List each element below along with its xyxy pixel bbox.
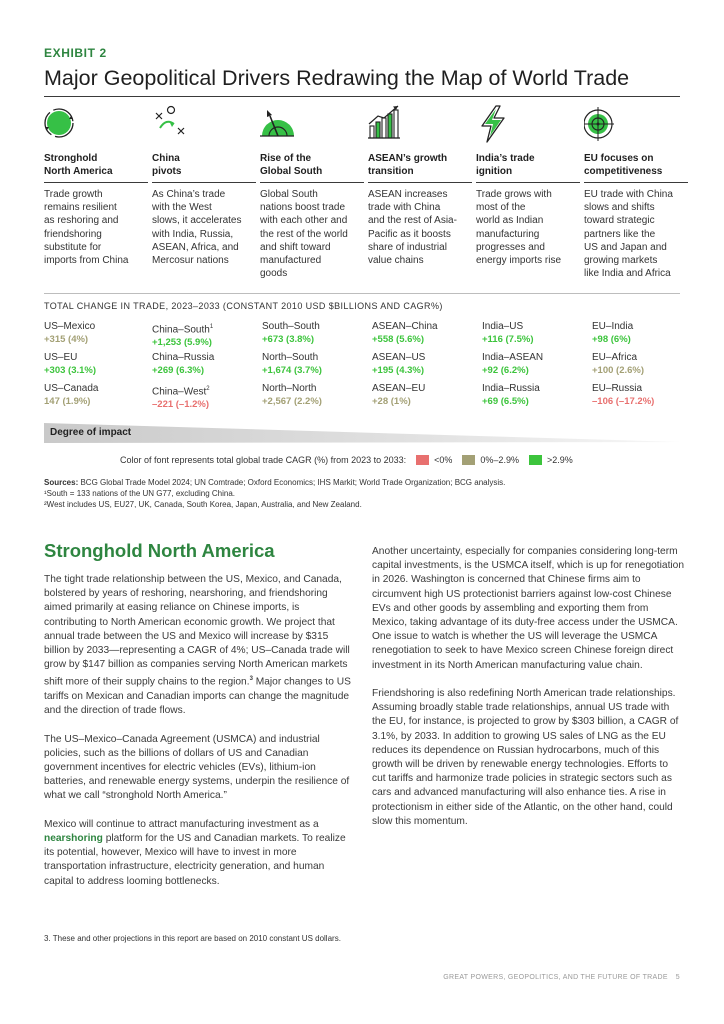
driver-divider [152,182,256,183]
driver-divider [368,182,472,183]
corridor-name: US–EU [44,352,78,363]
legend [120,455,573,465]
driver-title: EU focuses on competitiveness [584,153,663,177]
legend-item-negative: <0% [416,455,452,465]
driver-china-pivots [152,104,256,267]
impact-bar [44,423,680,443]
legend-swatch [462,455,475,465]
footnote-ref: 2 [206,386,210,392]
corridor-name: EU–Russia [592,383,643,394]
corridor-value: +1,674 (3.7%) [262,365,322,376]
impact-label: Degree of impact [50,427,132,438]
corridor-value: +558 (5.6%) [372,334,425,345]
lightning-icon [476,104,510,144]
driver-title: China pivots [152,153,182,177]
corridor-value: +673 (3.8%) [262,334,315,345]
driver-description: Trade grows with most of the world as Indian manufacturing progresses and energy imports rise [476,189,562,267]
trade-corridor [372,321,480,346]
footnote-ref[interactable]: 3 [249,676,253,683]
corridor-name: US–Canada [44,383,99,394]
corridor-name: India–US [482,321,524,332]
circular-arrows-icon [44,104,78,144]
trade-corridor [152,383,260,411]
trade-corridor [262,321,370,346]
total-change-label: TOTAL CHANGE IN TRADE, 2023–2033 (CONSTANT 2010 USD $BILLIONS AND CAGR%) [44,301,443,311]
page-number: 5 [675,974,680,981]
corridor-name: EU–Africa [592,352,638,363]
corridor-value: +69 (6.5%) [482,396,529,407]
exhibit-label: EXHIBIT 2 [44,46,107,60]
section-title: Stronghold North America [44,540,275,561]
target-icon [584,104,618,144]
trade-corridor [592,321,700,346]
paragraph: Another uncertainty, especially for companies considering long-term capital investments, is the USMCA itself, which is up for renegotiation in 2026. Washington is concerned that Chinese firms aim to circumvent high US protectionist barriers against low-cost Chinese EVs and other goods by assembling and exporting them from Mexico, taking advantage of its duty-free access under the USMCA. One issue to watch is whether the US will leverage the USMCA renegotiation to seek to have Mexico screen Chinese foreign direct investment in its North American manufacturing value chain. [372,546,684,671]
nearshoring-link[interactable]: nearshoring [44,833,103,845]
driver-title: Rise of the Global South [260,153,323,177]
driver-title: Stronghold North America [44,153,113,177]
corridor-value: +116 (7.5%) [482,334,534,345]
corridor-value: +1,253 (5.9%) [152,337,212,349]
footnote: 3. These and other projections in this report are based on 2010 constant US dollars. [44,934,341,943]
footer-text: GREAT POWERS, GEOPOLITICS, AND THE FUTURE OF TRADE [443,974,668,981]
legend-item-moderate: 0%–2.9% [462,455,519,465]
trade-corridor [262,352,370,377]
footnote-ref: 1 [209,324,214,330]
trade-corridor [482,383,590,408]
paragraph: The tight trade relationship between the US, Mexico, and Canada, bolstered by years of reshoring, nearshoring, and friendshoring aimed primarily at easing reliance on Chinese imports, is contributing to North American economic growth. We project that annual trade between the US and Mexico will increase by $315 billion by 2033—representing a CAGR of 4%; US–Canada trade will grow by $147 billion as companies serving North American markets shift more of their supply chains to the region.$^3$ Major changes to US tariffs on Mexican and Canadian imports can change the magnitude and the direction of trade flows. [44,574,351,717]
source-note-1: ¹South = 133 nations of the UN G77, excluding China. [44,488,236,498]
driver-title: India’s trade ignition [476,153,535,177]
corridor-name: China–South$^1$ [152,324,214,336]
driver-eu-competitiveness [584,104,688,280]
trade-corridor [482,321,590,346]
corridor-value: +303 (3.1%) [44,365,97,376]
trade-corridor [44,321,152,346]
top-divider [44,96,680,97]
corridor-name: India–Russia [482,383,540,394]
trade-corridor [372,352,480,377]
driver-description: Trade growth remains resilient as reshoring and friendshoring substitute for imports from China [44,189,129,267]
driver-rise-global-south [260,104,364,280]
trade-corridor [152,352,260,377]
page-footer [443,974,680,981]
driver-description: ASEAN increases trade with China and the rest of Asia- Pacific as it boosts share of industrial value chains [368,189,457,267]
corridor-name: ASEAN–US [372,352,426,363]
corridor-value: +315 (4%) [44,334,89,345]
corridor-value: +98 (6%) [592,334,631,345]
corridor-value: +2,567 (2.2%) [262,396,322,407]
trade-corridor [152,321,260,349]
corridor-name: EU–India [592,321,634,332]
driver-divider [476,182,580,183]
strategy-play-icon [152,104,186,144]
paragraph: The US–Mexico–Canada Agreement (USMCA) and industrial policies, such as the billions of dollars of US and Canadian government incentives for electric vehicles (EVs), lithium-ion batteries, and renewable energy systems, underpin the resilience of what we call “stronghold North America.” [44,733,350,802]
exhibit-title: Major Geopolitical Drivers Redrawing the Map of World Trade [44,66,630,90]
trade-corridor [592,352,700,377]
sources-block [44,478,684,510]
trade-corridor [44,352,152,377]
left-column [44,573,354,903]
sources-label: Sources: [44,478,79,487]
paragraph: Friendshoring is also redefining North American trade relationships. Assuming broadly stable trade relationships, annual US trade with the EU, for instance, is projected to grow by $303 billion, a CAGR of 3.1%, by 2033. In addition to growing US sales of LNG as the EU reduces its dependence on Russian hydrocarbons, much of this growth will be driven by renewable energy technologies. Efforts to cut tariffs and harmonize trade policies in strategic sectors such as cars and advanced manufacturing will also enhance ties. A rise in protectionism in either side of the Atlantic, on the other hand, could slow this momentum. [372,688,679,827]
section-divider [44,293,680,294]
driver-description: EU trade with China slows and shifts toward strategic partners like the US and Japan and growing markets like India and Africa [584,189,673,280]
driver-description: As China’s trade with the West slows, it accelerates with India, Russia, ASEAN, Africa, and Mercosur nations [152,189,242,267]
driver-description: Global South nations boost trade with each other and the rest of the world and shift toward manufactured goods [260,189,348,280]
bar-chart-growth-icon [368,104,402,144]
corridor-name: North–South [262,352,319,363]
corridor-name: ASEAN–China [372,321,438,332]
driver-india-ignition [476,104,580,267]
legend-swatch [416,455,429,465]
source-note-2: ²West includes US, EU27, UK, Canada, South Korea, Japan, Australia, and New Zealand. [44,499,362,509]
corridor-value: +195 (4.3%) [372,365,425,376]
corridor-value: +100 (2.6%) [592,365,645,376]
trade-corridor [372,383,480,408]
corridor-name: US–Mexico [44,321,96,332]
trade-corridor [482,352,590,377]
driver-asean-growth [368,104,472,267]
corridor-value: +269 (6.3%) [152,365,205,376]
legend-caption: Color of font represents total global trade CAGR (%) from 2023 to 2033: [120,455,407,465]
driver-stronghold-north-america [44,104,148,267]
trade-corridor [592,383,700,408]
corridor-name: South–South [262,321,320,332]
driver-divider [260,182,364,183]
legend-swatch [529,455,542,465]
corridor-value: –106 (–17.2%) [592,396,655,407]
corridor-value: 147 (1.9%) [44,396,91,407]
corridor-name: India–ASEAN [482,352,544,363]
trade-corridor [44,383,152,408]
sources-text: BCG Global Trade Model 2024; UN Comtrade; Oxford Economics; IHS Markit; World Trade Organization; BCG analysis. [80,478,506,487]
corridor-value: +28 (1%) [372,396,411,407]
driver-divider [584,182,688,183]
corridor-name: China–West$^2$ [152,386,210,398]
corridor-name: North–North [262,383,317,394]
rising-sun-icon [260,104,294,144]
driver-title: ASEAN’s growth transition [368,153,448,177]
legend-item-high: >2.9% [529,455,573,465]
driver-divider [44,182,148,183]
corridor-name: China–Russia [152,352,215,363]
impact-wedge [44,423,680,443]
paragraph: Mexico will continue to attract manufacturing investment as a nearshoring platform for the US and Canadian markets. To realize its potential, however, Mexico will have to invest in more transportation infrastructure, electricity generation, and human capital to address looming bottlenecks. [44,818,346,887]
corridor-value: +92 (6.2%) [482,365,529,376]
trade-corridor [262,383,370,408]
corridor-name: ASEAN–EU [372,383,426,394]
corridor-value: –221 (–1.2%) [152,399,210,411]
right-column [372,545,684,843]
